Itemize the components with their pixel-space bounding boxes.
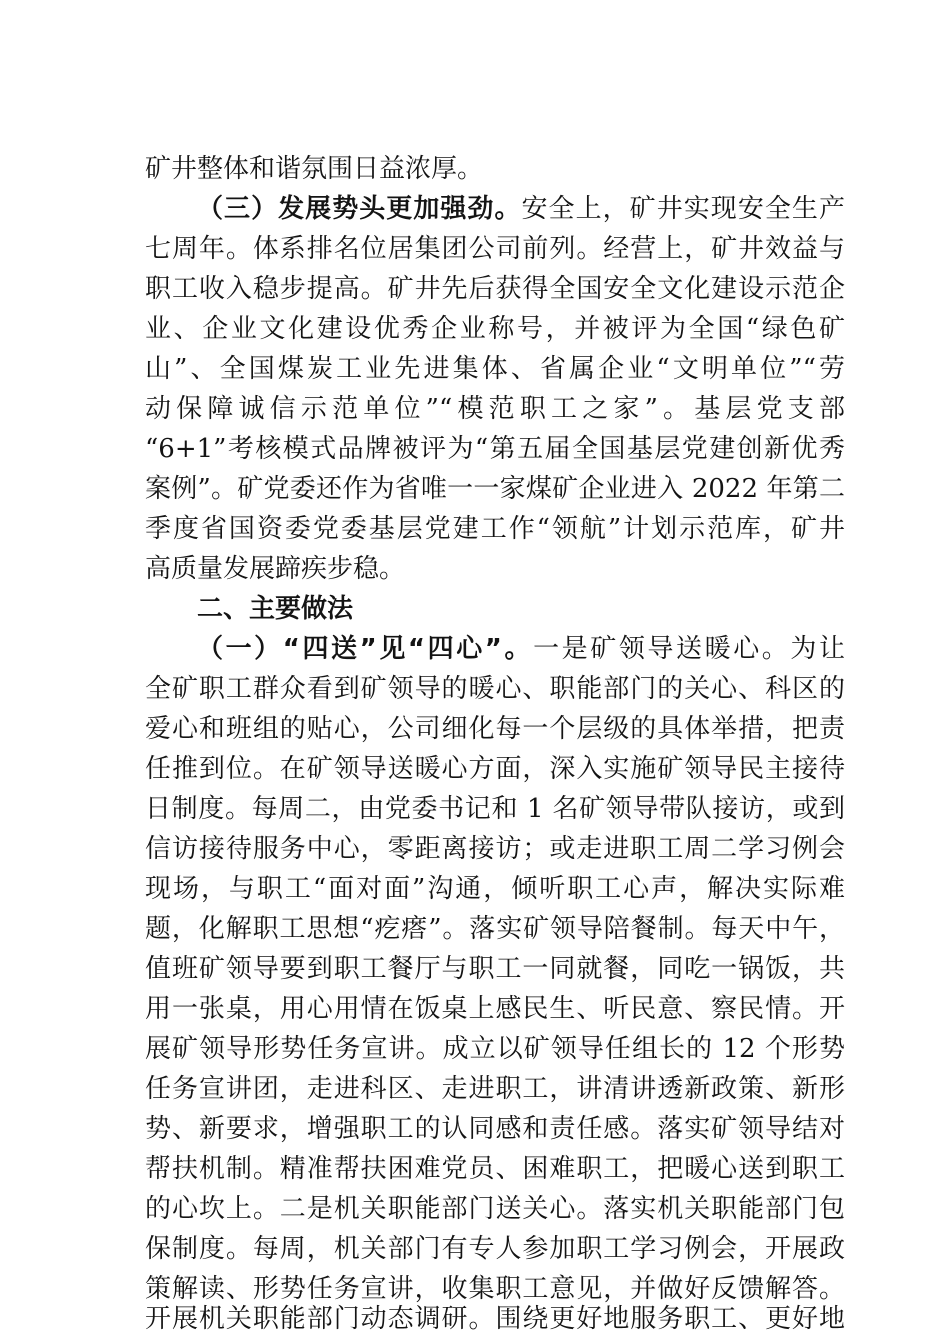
paragraph-2-line-9: 季度省国资委党委基层党建工作“领航”计划示范库，矿井 bbox=[145, 514, 845, 544]
paragraph-3-line-7: 现场，与职工“面对面”沟通，倾听职工心声，解决实际难 bbox=[145, 874, 845, 904]
paragraph-3-line-16: 保制度。每周，机关部门有专人参加职工学习例会，开展政 bbox=[145, 1234, 845, 1264]
paragraph-3-line-12: 任务宣讲团，走进科区、走进职工，讲清讲透新政策、新形 bbox=[145, 1074, 845, 1104]
paragraph-3-line-18: 开展机关职能部门动态调研。围绕更好地服务职工、更好地 bbox=[145, 1304, 845, 1334]
paragraph-2-line-8: 案例”。矿党委还作为省唯一一家煤矿企业进入 2022 年第二 bbox=[145, 474, 845, 504]
paragraph-3-line-5: 日制度。每周二，由党委书记和 1 名矿领导带队接访，或到 bbox=[145, 794, 845, 824]
paragraph-2-line-4: 业、企业文化建设优秀企业称号，并被评为全国“绿色矿 bbox=[145, 314, 845, 344]
paragraph-2-line-1-text: 安全上，矿井实现安全生产 bbox=[521, 194, 845, 224]
paragraph-3-line-3: 爱心和班组的贴心，公司细化每一个层级的具体举措，把责 bbox=[145, 714, 845, 744]
section-heading-main-practices: 二、主要做法 bbox=[197, 594, 354, 624]
paragraph-2-line-3: 职工收入稳步提高。矿井先后获得全国安全文化建设示范企 bbox=[145, 274, 845, 304]
paragraph-3-line-13: 势、新要求，增强职工的认同感和责任感。落实矿领导结对 bbox=[145, 1114, 845, 1144]
paragraph-3-line-14: 帮扶机制。精准帮扶困难党员、困难职工，把暖心送到职工 bbox=[145, 1154, 845, 1184]
paragraph-3-line-11: 展矿领导形势任务宣讲。成立以矿领导任组长的 12 个形势 bbox=[145, 1034, 845, 1064]
paragraph-2-line-5: 山”、全国煤炭工业先进集体、省属企业“文明单位”“劳 bbox=[145, 354, 845, 384]
paragraph-2-line-7: “6+1”考核模式品牌被评为“第五届全国基层党建创新优秀 bbox=[145, 434, 845, 464]
paragraph-2-line-6: 动保障诚信示范单位”“模范职工之家”。基层党支部 bbox=[145, 394, 845, 424]
paragraph-3-line-10: 用一张桌，用心用情在饭桌上感民生、听民意、察民情。开 bbox=[145, 994, 845, 1024]
subsection-1-title: （一）“四送”见“四心”。 bbox=[197, 634, 534, 664]
paragraph-2-line-10: 高质量发展蹄疾步稳。 bbox=[145, 554, 406, 584]
paragraph-3-line-1-text: 一是矿领导送暖心。为让 bbox=[533, 634, 845, 664]
paragraph-3-line-4: 任推到位。在矿领导送暖心方面，深入实施矿领导民主接待 bbox=[145, 754, 845, 784]
paragraph-3-line-6: 信访接待服务中心，零距离接访；或走进职工周二学习例会 bbox=[145, 834, 845, 864]
paragraph-2-line-1 bbox=[197, 192, 845, 226]
paragraph-3-line-8: 题，化解职工思想“疙瘩”。落实矿领导陪餐制。每天中午， bbox=[145, 914, 845, 944]
paragraph-3-line-17: 策解读、形势任务宣讲，收集职工意见，并做好反馈解答。 bbox=[145, 1274, 845, 1304]
paragraph-3-line-15: 的心坎上。二是机关职能部门送关心。落实机关职能部门包 bbox=[145, 1194, 845, 1224]
paragraph-3-line-9: 值班矿领导要到职工餐厅与职工一同就餐，同吃一锅饭，共 bbox=[145, 954, 845, 984]
paragraph-2-line-2: 七周年。体系排名位居集团公司前列。经营上，矿井效益与 bbox=[145, 234, 845, 264]
section-3-title: （三）发展势头更加强劲。 bbox=[197, 194, 522, 224]
paragraph-1-line-1: 矿井整体和谐氛围日益浓厚。 bbox=[145, 154, 484, 184]
paragraph-3-line-1 bbox=[197, 632, 845, 666]
paragraph-3-line-2: 全矿职工群众看到矿领导的暖心、职能部门的关心、科区的 bbox=[145, 674, 845, 704]
